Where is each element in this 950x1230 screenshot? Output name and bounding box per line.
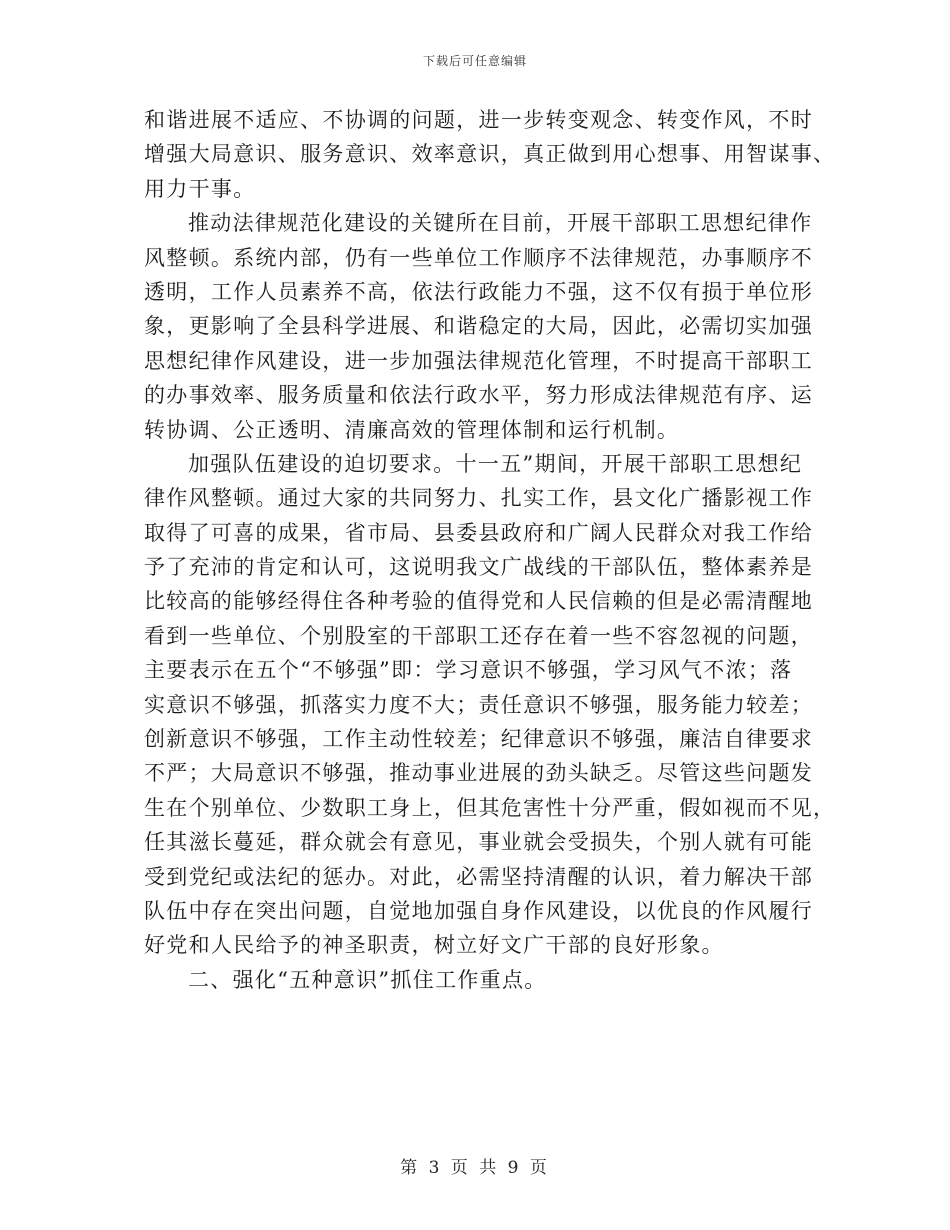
text-line: 比较高的能够经得住各种考验的值得党和人民信赖的但是必需清醒地 (144, 589, 813, 614)
text-line: 看到一些单位、个别股室的干部职工还存在着一些不容忽视的问题， (144, 623, 813, 648)
text-line: 好党和人民给予的神圣职责，树立好文广干部的良好形象。 (144, 933, 724, 958)
text-line: 受到党纪或法纪的惩办。对此，必需坚持清醒的认识，着力解决干部 (144, 864, 813, 889)
paragraph-first-line: 加强队伍建设的迫切要求。十一五”期间，开展干部职工思想纪 (188, 451, 803, 476)
text-line: 透明，工作人员素养不高，依法行政能力不强，这不仅有损于单位形 (144, 279, 813, 304)
page-footer-pagination: 第 3 页 共 9 页 (400, 1158, 550, 1178)
text-line: 生在个别单位、少数职工身上，但其危害性十分严重，假如视而不见， (144, 795, 836, 820)
document-body (144, 103, 836, 997)
text-line: 转协调、公正透明、清廉高效的管理体制和运行机制。 (144, 417, 680, 442)
text-line: 的办事效率、服务质量和依法行政水平，努力形成法律规范有序、运 (144, 383, 813, 408)
text-line: 取得了可喜的成果，省市局、县委县政府和广阔人民群众对我工作给 (144, 520, 813, 545)
text-line: 象，更影响了全县科学进展、和谐稳定的大局，因此，必需切实加强 (144, 314, 813, 339)
text-line: 风整顿。系统内部，仍有一些单位工作顺序不法律规范，办事顺序不 (144, 245, 813, 270)
text-line: 予了充沛的肯定和认可，这说明我文广战线的干部队伍，整体素养是 (144, 555, 813, 580)
text-line: 主要表示在五个“不够强”即：学习意识不够强，学习风气不浓；落 (144, 658, 793, 683)
text-line: 用力干事。 (144, 176, 256, 201)
text-line: 增强大局意识、服务意识、效率意识，真正做到用心想事、用智谋事、 (144, 142, 836, 167)
text-line: 任其滋长蔓延，群众就会有意见，事业就会受损失，个别人就有可能 (144, 830, 813, 855)
paragraph-first-line: 推动法律规范化建设的关键所在目前，开展干部职工思想纪律作 (188, 211, 813, 236)
text-line: 队伍中存在突出问题，自觉地加强自身作风建设，以优良的作风履行 (144, 898, 813, 923)
page-header: 下载后可任意编辑 (422, 54, 527, 68)
text-line: 实意识不够强，抓落实力度不大；责任意识不够强，服务能力较差； (144, 692, 813, 717)
text-line: 思想纪律作风建设，进一步加强法律规范化管理，不时提高干部职工 (144, 348, 813, 373)
text-line: 律作风整顿。通过大家的共同努力、扎实工作，县文化广播影视工作 (144, 486, 813, 511)
text-line: 和谐进展不适应、不协调的问题，进一步转变观念、转变作风，不时 (144, 108, 813, 132)
text-line: 不严；大局意识不够强，推动事业进展的劲头缺乏。尽管这些问题发 (144, 761, 813, 786)
paragraph-first-line: 二、强化“五种意识”抓住工作重点。 (188, 967, 547, 992)
text-line: 创新意识不够强，工作主动性较差；纪律意识不够强，廉洁自律要求 (144, 727, 813, 752)
